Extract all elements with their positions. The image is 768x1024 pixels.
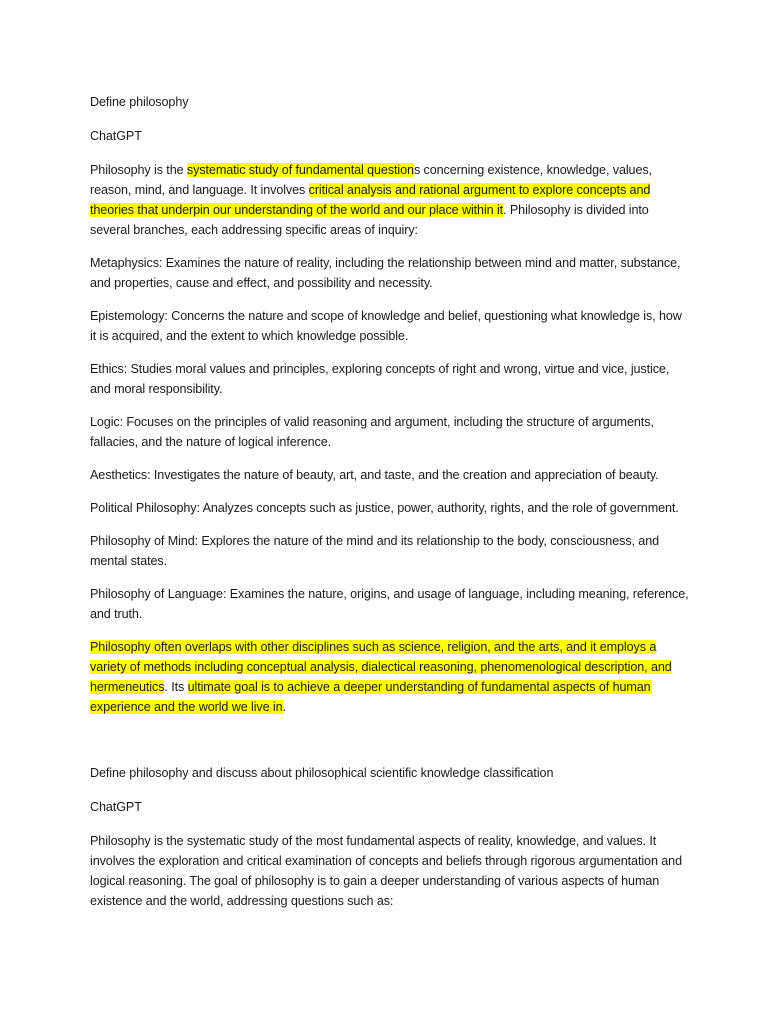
branch-ethics: Ethics: Studies moral values and principles, exploring concepts of right and wrong, virtue and vice, justice, and moral responsibility. <box>90 362 670 396</box>
highlight-3: Philosophy often overlaps with other disciplines such as science, religion, and the arts, and it employs a variety of methods including conceptual analysis, dialectical reasoning, phenomenological description, and hermeneutics <box>90 640 672 694</box>
closing-paragraph <box>90 637 690 717</box>
prompt-1: Define philosophy <box>90 95 189 109</box>
highlight-1: systematic study of fundamental question <box>186 163 414 177</box>
highlight-4: ultimate goal is to achieve a deeper understanding of fundamental aspects of human experience and the world we live in <box>90 680 651 714</box>
branch-philosophy-of-mind: Philosophy of Mind: Explores the nature of the mind and its relationship to the body, consciousness, and mental states. <box>90 534 660 568</box>
section-gap <box>90 730 690 763</box>
branch-epistemology: Epistemology: Concerns the nature and scope of knowledge and belief, questioning what knowledge is, how it is acquired, and the extent to which knowledge possible. <box>90 309 682 343</box>
branch-metaphysics: Metaphysics: Examines the nature of reality, including the relationship between mind and matter, substance, and properties, cause and effect, and possibility and necessity. <box>90 256 681 290</box>
document-page <box>90 92 690 924</box>
branch-aesthetics: Aesthetics: Investigates the nature of beauty, art, and taste, and the creation and appreciation of beauty. <box>90 468 659 482</box>
branch-philosophy-of-language: Philosophy of Language: Examines the nature, origins, and usage of language, including meaning, reference, and truth. <box>90 587 689 621</box>
branch-political-philosophy: Political Philosophy: Analyzes concepts such as justice, power, authority, rights, and the role of government. <box>90 501 679 515</box>
prompt-2: Define philosophy and discuss about philosophical scientific knowledge classification <box>90 766 554 780</box>
closing-text-2: . <box>282 700 286 714</box>
branch-logic: Logic: Focuses on the principles of valid reasoning and argument, including the structure of arguments, fallacies, and the nature of logical inference. <box>90 415 654 449</box>
highlight-2: critical analysis and rational argument to explore concepts and theories that underpin our understanding of the world and our place within it <box>90 183 651 217</box>
response-label-2: ChatGPT <box>90 800 142 814</box>
intro-text-1: Philosophy is the <box>90 163 187 177</box>
closing-text-1: . Its <box>164 680 188 694</box>
response-label-1: ChatGPT <box>90 129 142 143</box>
answer-2-paragraph: Philosophy is the systematic study of the most fundamental aspects of reality, knowledge, and values. It involves the exploration and critical examination of concepts and beliefs through rigorous argumentation and logical reasoning. The goal of philosophy is to gain a deeper understanding of various aspects of human existence and the world, addressing questions such as: <box>90 834 682 908</box>
intro-paragraph <box>90 160 690 240</box>
intro-text-3: . Philosophy is divided into several branches, each addressing specific areas of inquiry: <box>90 203 649 237</box>
intro-text-2: s concerning existence, knowledge, values, reason, mind, and language. It involves <box>90 163 652 197</box>
